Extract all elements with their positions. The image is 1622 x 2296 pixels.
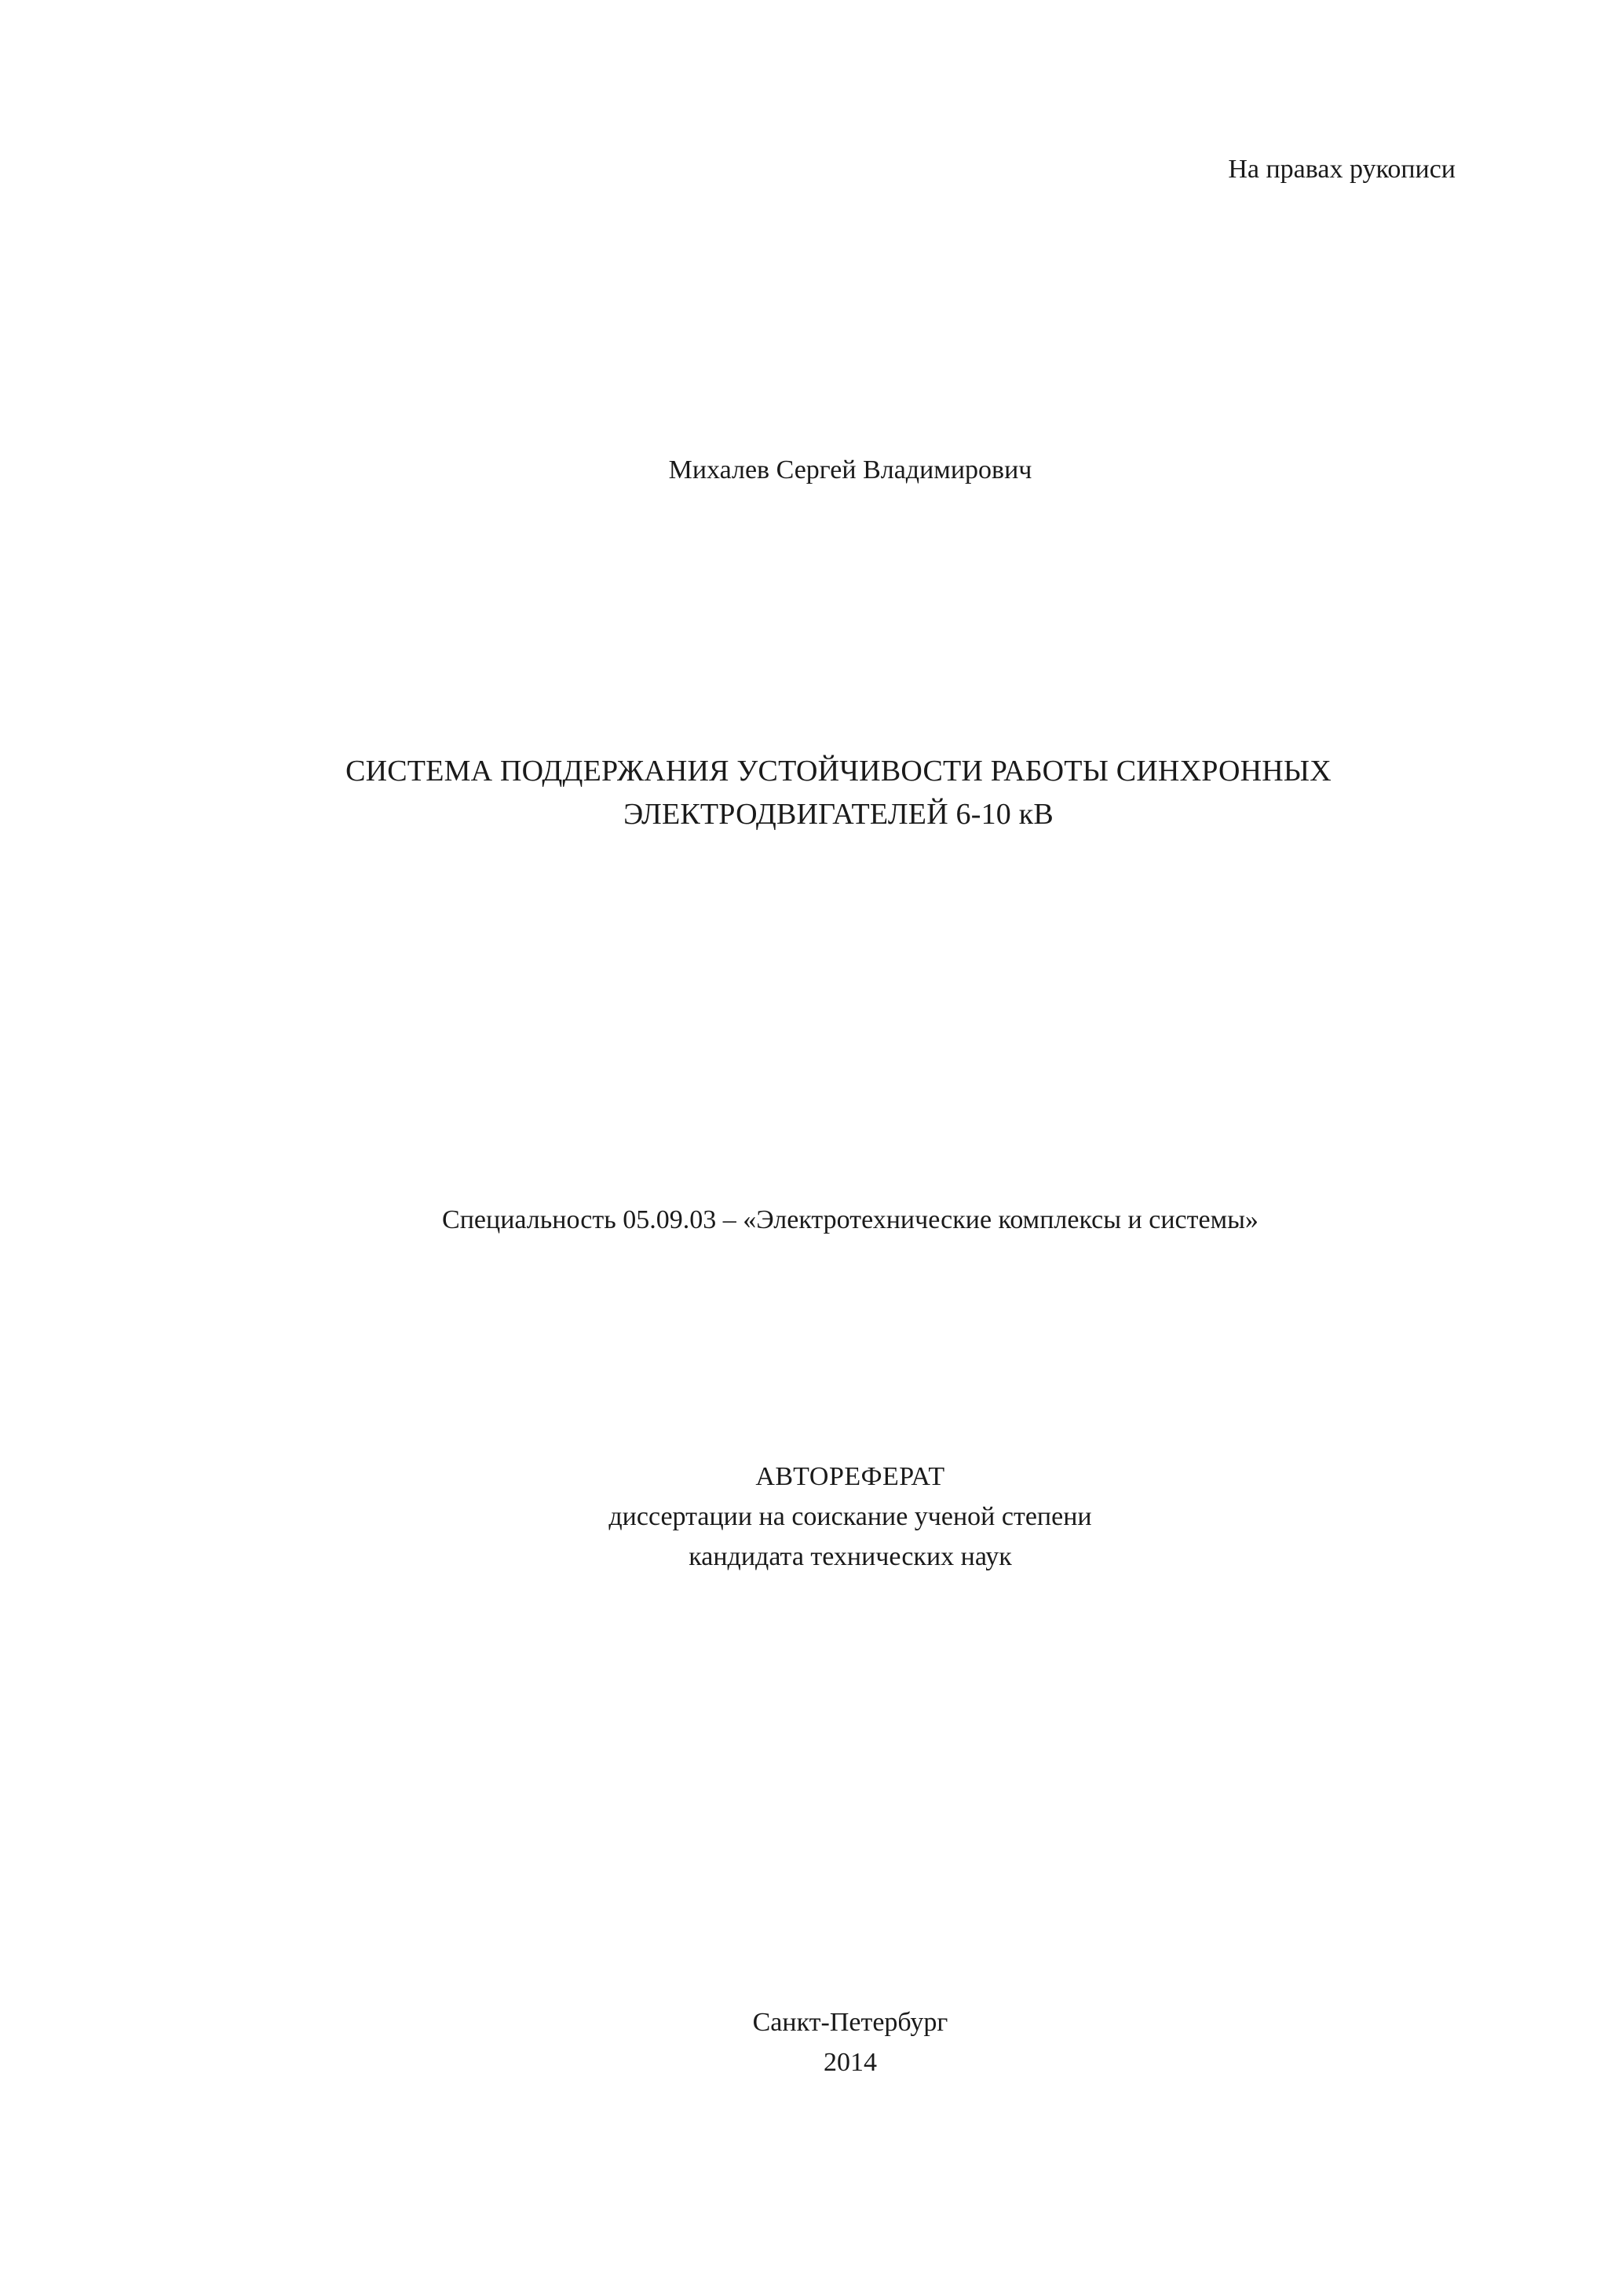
- author-name: Михалев Сергей Владимирович: [668, 455, 1032, 484]
- page-content: [196, 0, 1504, 2296]
- abstract-block: [196, 1457, 1504, 1577]
- abstract-heading: АВТОРЕФЕРАТ: [755, 1462, 945, 1491]
- abstract-subtitle-line-1: диссертации на соискание ученой степени: [608, 1502, 1092, 1531]
- page-title-line-1: СИСТЕМА ПОДДЕРЖАНИЯ УСТОЙЧИВОСТИ РАБОТЫ СИНХРОННЫХ: [345, 755, 1332, 788]
- abstract-subtitle-line-2: кандидата технических наук: [689, 1542, 1012, 1571]
- specialty-line: Специальность 05.09.03 – «Электротехнические комплексы и системы»: [442, 1205, 1259, 1234]
- city-label: Санкт-Петербург: [752, 2008, 948, 2037]
- publication-place-block: [196, 2002, 1504, 2082]
- page-title-line-2: ЭЛЕКТРОДВИГАТЕЛЕЙ 6-10 кВ: [623, 798, 1054, 832]
- year-label: 2014: [824, 2048, 877, 2077]
- manuscript-note: На правах рукописи: [1228, 155, 1456, 184]
- page-title: [173, 750, 1504, 836]
